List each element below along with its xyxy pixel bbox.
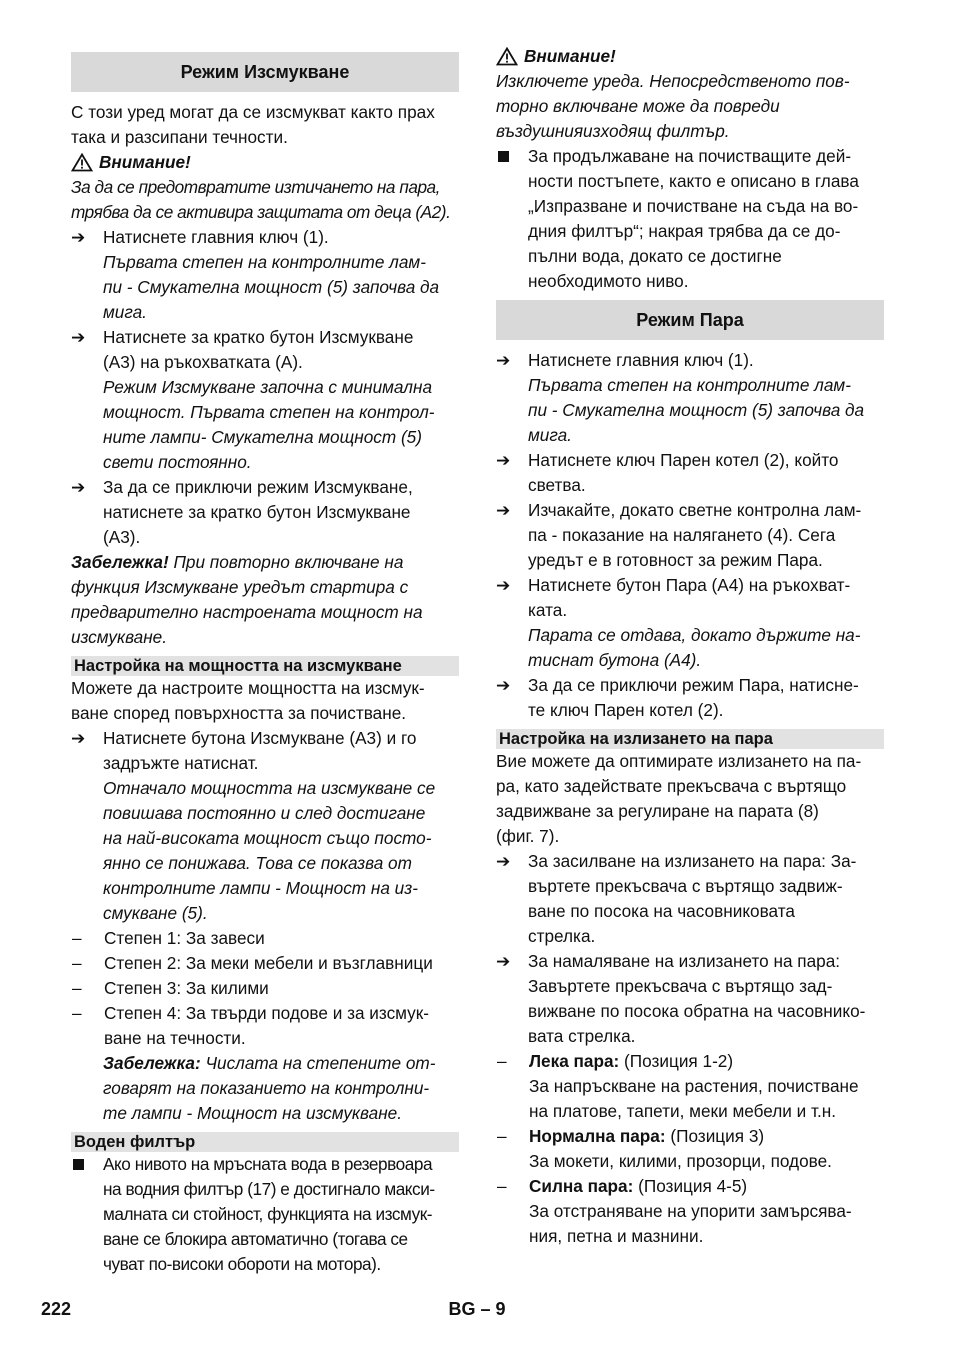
levels-note: Забележка: Числата на степените от- говарят на показанието на контролни- те лампи - Мощност на изсмукване.: [103, 1053, 436, 1123]
dash-bullet-icon: –: [497, 1176, 507, 1196]
arrow-right-icon: ➔: [71, 328, 86, 347]
step-item: ➔ Натиснете бутона Изсмукване (A3) и го задръжте натиснат. Отначало мощността на изсмукване се повишава постоянно и след достигане на най-високата мощност също посто- янно се понижава. Това се показва от контролните лампи - Мощност на из- смукване (5).: [71, 726, 459, 926]
step-item: ➔ За намаляване на излизането на пара: Завъртете прекъсвача с въртящо зад- вижване по посока обратна на часовнико- вата стрелка.: [496, 949, 884, 1049]
steam-output-intro: Вие можете да оптимирате излизането на па- ра, като задействате прекъсвача с въртящо задвижване за регулиране на парата (8) (фиг. 7).: [496, 751, 862, 846]
step-item: ➔ Натиснете главния ключ (1). Първата степен на контролните лам- пи - Смукателна мощност (5) започва да мига.: [496, 348, 884, 448]
subsection-title-power: Настройка на мощността на изсмукване: [71, 656, 459, 676]
square-bullet-icon: [498, 151, 509, 162]
arrow-right-icon: ➔: [496, 501, 511, 520]
warning-triangle-icon: [71, 153, 93, 172]
warning-heading: Внимание!: [496, 44, 884, 69]
subsection-title-steam-output: Настройка на излизането на пара: [496, 729, 884, 749]
list-item: – Степен 1: За завеси: [71, 926, 459, 951]
left-column: [71, 44, 459, 1277]
note-paragraph: Забележка! При повторно включване на функция Изсмукване уредът стартира с предварително настроената мощност на изсмукване.: [71, 552, 423, 647]
arrow-right-icon: ➔: [71, 729, 86, 748]
dash-bullet-icon: –: [72, 1003, 82, 1023]
step-item: ➔ Изчакайте, докато светне контролна лам- па - показание на налягането (4). Сега уредът е в готовност за режим Пара.: [496, 498, 884, 573]
list-item: – Силна пара: (Позиция 4-5) За отстраняване на упорити замърсява- ния, петна и мазнини.: [496, 1174, 884, 1249]
warning-triangle-icon: [496, 47, 518, 66]
list-item: – Степен 4: За твърди подове и за изсмук- ване на течности.: [71, 1001, 459, 1051]
step-item: ➔ За да се приключи режим Пара, натисне- те ключ Парен котел (2).: [496, 673, 884, 723]
list-item: – Нормална пара: (Позиция 3) За мокети, килими, прозорци, подове.: [496, 1124, 884, 1174]
dash-bullet-icon: –: [72, 928, 82, 948]
dash-bullet-icon: –: [497, 1051, 507, 1071]
arrow-right-icon: ➔: [496, 576, 511, 595]
step-item: ➔ Натиснете ключ Парен котел (2), който светва.: [496, 448, 884, 498]
warning-heading: Внимание!: [71, 150, 459, 175]
dash-bullet-icon: –: [72, 978, 82, 998]
vacuum-intro: С този уред могат да се изсмукват както прах така и разсипани течности.: [71, 102, 435, 147]
arrow-right-icon: ➔: [496, 451, 511, 470]
dash-bullet-icon: –: [497, 1126, 507, 1146]
arrow-right-icon: ➔: [496, 351, 511, 370]
step-item: ➔ Натиснете бутон Пара (A4) на ръкохват- ката. Парата се отдава, докато държите на- тиснат бутона (A4).: [496, 573, 884, 673]
step-item: ➔ За да се приключи режим Изсмукване, натиснете за кратко бутон Изсмукване (A3).: [71, 475, 459, 550]
step-item: ➔ Натиснете главния ключ (1). Първата степен на контролните лам- пи - Смукателна мощност (5) започва да мига.: [71, 225, 459, 325]
dash-bullet-icon: –: [72, 953, 82, 973]
bullet-item: За продължаване на почистващите дей- ности постъпете, както е описано в глава „Изпразване и почистване на съда на во- дния филтър“; накрая трябва да се до- пълни вода, докато се достигне необходимото ниво.: [496, 144, 884, 294]
list-item: – Степен 3: За килими: [71, 976, 459, 1001]
arrow-right-icon: ➔: [71, 478, 86, 497]
arrow-right-icon: ➔: [496, 952, 511, 971]
warning-text: Изключете уреда. Непосредственото пов- торно включване може да повреди въздушнияизходящ филтър.: [496, 71, 850, 141]
page-number: 222: [41, 1299, 72, 1319]
step-item: ➔ Натиснете за кратко бутон Изсмукване (A3) на ръкохватката (A). Режим Изсмукване започна с минимална мощност. Първата степен на контрол- ните лампи- Смукателна мощност (5) свети постоянно.: [71, 325, 459, 475]
list-item: – Степен 2: За меки мебели и възглавници: [71, 951, 459, 976]
square-bullet-icon: [73, 1159, 84, 1170]
section-title-vacuum: Режим Изсмукване: [71, 52, 459, 92]
footer-section-label: BG – 9: [448, 1299, 506, 1319]
arrow-right-icon: ➔: [71, 228, 86, 247]
subsection-title-water-filter: Воден филтър: [71, 1132, 459, 1152]
arrow-right-icon: ➔: [496, 676, 511, 695]
step-item: ➔ За засилване на излизането на пара: За- въртете прекъсвача с въртящо задвиж- ване по посока на часовниковата стрелка.: [496, 849, 884, 949]
list-item: – Лека пара: (Позиция 1-2) За напръскване на растения, почистване на платове, тапети, меки мебели и т.н.: [496, 1049, 884, 1124]
power-intro: Можете да настроите мощността на изсмук- ване според повърхността за почистване.: [71, 678, 425, 723]
warning-text: За да се предотвратите изтичането на пара, трябва да се активира защитата от деца (A2).: [71, 177, 451, 222]
right-column: [496, 44, 884, 1249]
bullet-item: Ако нивото на мръсната вода в резервоара на водния филтър (17) е достигнало макси- малната си стойност, функцията на изсмук- ване се блокира автоматично (тогава се чуват по-високи обороти на мотора).: [71, 1152, 459, 1277]
arrow-right-icon: ➔: [496, 852, 511, 871]
section-title-steam: Режим Пара: [496, 300, 884, 340]
